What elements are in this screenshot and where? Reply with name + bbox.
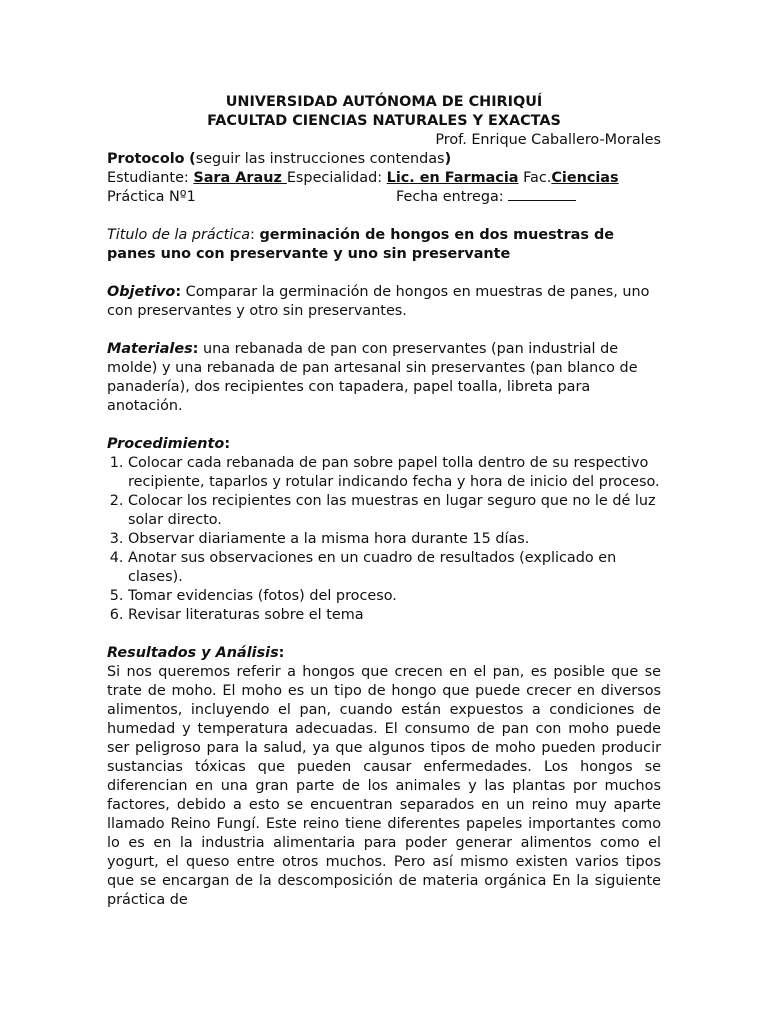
protocol-line [107,150,661,169]
title-text: germinación de hongos en dos muestras de panes uno con preservante y uno sin preservante [107,227,615,262]
professor-name: Prof. Enrique Caballero-Morales [435,132,661,148]
materials-section [107,340,661,416]
student-line [107,169,661,188]
protocol-label: Protocolo [107,151,185,167]
due-date-label: Fecha entrega: [396,189,504,205]
practice-line [107,188,661,207]
document-body [107,93,661,910]
procedure-step: 2. Colocar los recipientes con las muestras en lugar seguro que no le dé luz solar directo. [128,492,661,530]
specialty-label: Especialidad: [286,170,383,186]
protocol-text: seguir las instrucciones contendas [195,151,445,167]
specialty-value: Lic. en Farmacia [386,170,519,186]
procedure-step: 5. Tomar evidencias (fotos) del proceso. [128,587,661,606]
materials-label: Materiales [107,341,193,357]
procedure-step: 4. Anotar sus observaciones en un cuadro de resultados (explicado en clases). [128,549,661,587]
results-label: Resultados y Análisis [107,645,279,661]
procedure-colon: : [224,436,231,452]
objective-section [107,283,661,321]
faculty-label: Fac. [523,170,552,186]
title-label: Titulo de la práctica [107,227,251,243]
results-text: Si nos queremos referir a hongos que crecen en el pan, es posible que se trate de moho. El moho es un tipo de hongo que puede crecer en diversos alimentos, incluyendo el pan, cuando están expuestos a condiciones de humedad y temperatura adecuadas. El consumo de pan con moho puede ser peligroso para la salud, ya que algunos tipos de moho pueden producir sustancias tóxicas que pueden causar enfermedades. Los hongos se diferencian en una gran parte de los animales y las plantas por muchos factores, debido a esto se encuentran separados en un reino muy aparte llamado Reino Fungí. Este reino tiene diferentes papeles importantes como lo es en la industria alimentaria para poder generar alimentos como el yogurt, el queso entre otros muchos. Pero así mismo existen varios tipos que se encargan de la descomposición de materia orgánica En la siguiente práctica de [107,664,661,908]
procedure-list [107,454,661,625]
faculty-name: FACULTAD CIENCIAS NATURALES Y EXACTAS [207,113,561,129]
materials-colon: : [192,341,199,357]
due-date-blank [508,188,576,201]
procedure-step: 1. Colocar cada rebanada de pan sobre papel tolla dentro de su respectivo recipiente, taparlos y rotular indicando fecha y hora de inicio del proceso. [128,454,661,492]
title-colon: : [250,227,255,243]
practice-number: Práctica Nº1 [107,189,196,205]
procedure-label: Procedimiento [107,436,225,452]
protocol-close-paren: ) [444,151,452,167]
protocol-open-paren: ( [189,151,196,167]
materials-text: una rebanada de pan con preservantes (pan industrial de molde) y una rebanada de pan artesanal sin preservantes (pan blanco de panadería), dos recipientes con tapadera, papel toalla, libreta para anotación. [107,341,638,414]
procedure-step: 6. Revisar literaturas sobre el tema [128,606,661,625]
objective-text: Comparar la germinación de hongos en muestras de panes, uno con preservantes y otro sin preservantes. [107,284,650,319]
procedure-section [107,435,661,625]
student-label: Estudiante: [107,170,189,186]
procedure-step: 3. Observar diariamente a la misma hora durante 15 días. [128,530,661,549]
results-section [107,644,661,910]
student-name: Sara Arauz [193,170,287,186]
objective-colon: : [175,284,182,300]
practice-title [107,226,661,264]
objective-label: Objetivo [107,284,176,300]
faculty-value: Ciencias [551,170,619,186]
university-name: UNIVERSIDAD AUTÓNOMA DE CHIRIQUÍ [225,94,543,110]
results-colon: : [278,645,285,661]
